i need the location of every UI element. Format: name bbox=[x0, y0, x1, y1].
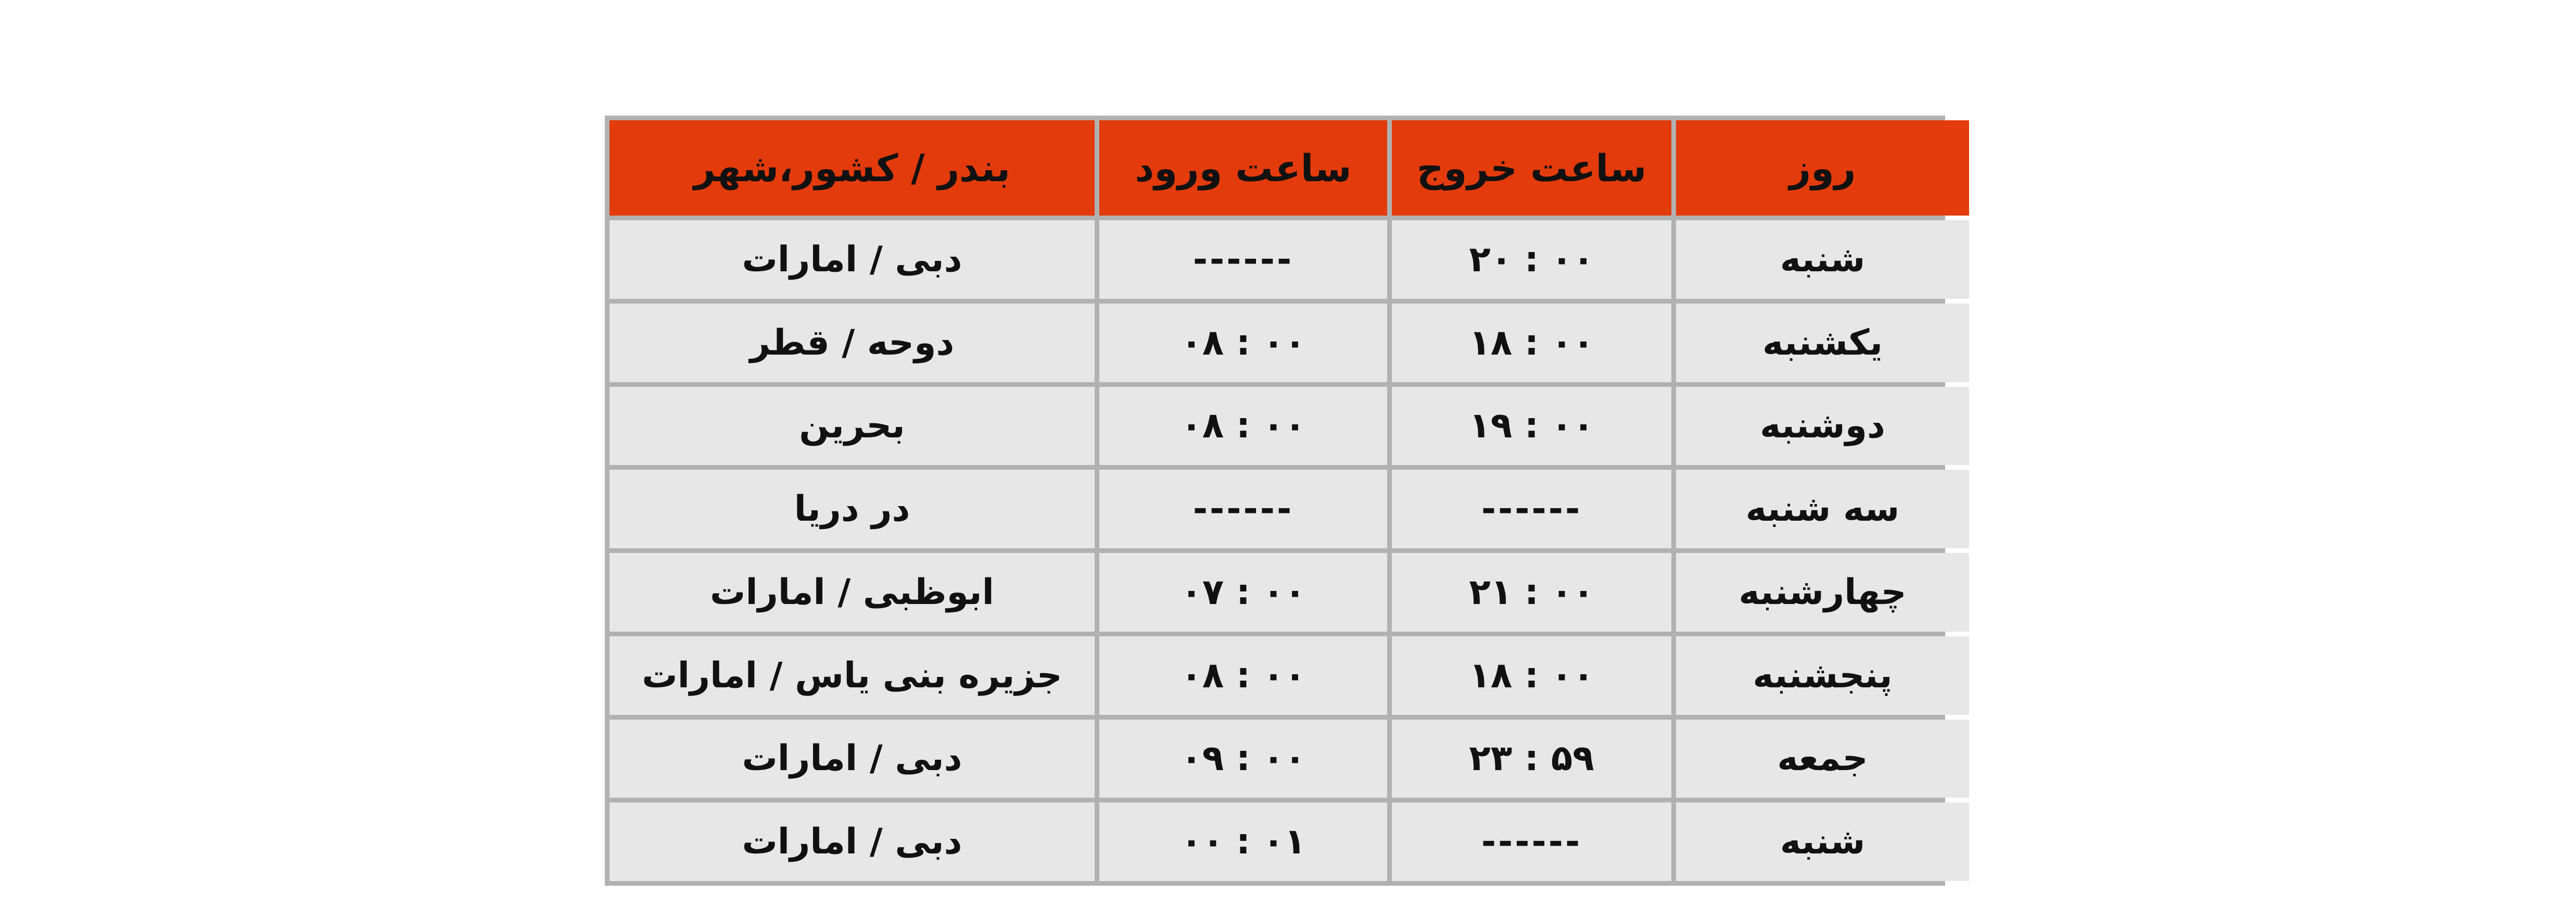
row-6-departure: ۱۸ : ۰۰ bbox=[1392, 636, 1671, 715]
row-8-departure: ------ bbox=[1392, 802, 1671, 881]
row-2-port: دوحه / قطر bbox=[610, 304, 1095, 382]
row-3-departure: ۱۹ : ۰۰ bbox=[1392, 387, 1671, 466]
row-7-day: جمعه bbox=[1676, 720, 1969, 798]
row-6-arrival: ۰۸ : ۰۰ bbox=[1099, 636, 1387, 715]
row-3-port: بحرین bbox=[610, 387, 1095, 466]
row-5-port: ابوظبی / امارات bbox=[610, 553, 1095, 632]
row-1-port: دبی / امارات bbox=[610, 220, 1095, 299]
header-arrival-time: ساعت ورود bbox=[1099, 120, 1387, 216]
row-1-day: شنبه bbox=[1676, 220, 1969, 299]
header-port: بندر / کشور،شهر bbox=[610, 120, 1095, 216]
row-4-port: در دریا bbox=[610, 470, 1095, 548]
row-8-port: دبی / امارات bbox=[610, 802, 1095, 881]
row-3-day: دوشنبه bbox=[1676, 387, 1969, 466]
row-3-arrival: ۰۸ : ۰۰ bbox=[1099, 387, 1387, 466]
row-2-day: یکشنبه bbox=[1676, 304, 1969, 382]
row-6-day: پنجشنبه bbox=[1676, 636, 1969, 715]
row-1-arrival: ------ bbox=[1099, 220, 1387, 299]
row-5-departure: ۲۱ : ۰۰ bbox=[1392, 553, 1671, 632]
cruise-schedule-table bbox=[605, 116, 1945, 886]
row-6-port: جزیره بنی یاس / امارات bbox=[610, 636, 1095, 715]
row-8-arrival: ۰۰ : ۰۱ bbox=[1099, 802, 1387, 881]
row-2-arrival: ۰۸ : ۰۰ bbox=[1099, 304, 1387, 382]
row-5-arrival: ۰۷ : ۰۰ bbox=[1099, 553, 1387, 632]
row-8-day: شنبه bbox=[1676, 802, 1969, 881]
row-4-departure: ------ bbox=[1392, 470, 1671, 548]
row-7-port: دبی / امارات bbox=[610, 720, 1095, 798]
row-1-departure: ۲۰ : ۰۰ bbox=[1392, 220, 1671, 299]
header-departure-time: ساعت خروج bbox=[1392, 120, 1671, 216]
row-7-departure: ۲۳ : ۵۹ bbox=[1392, 720, 1671, 798]
row-5-day: چهارشنبه bbox=[1676, 553, 1969, 632]
header-day: روز bbox=[1676, 120, 1969, 216]
row-7-arrival: ۰۹ : ۰۰ bbox=[1099, 720, 1387, 798]
row-2-departure: ۱۸ : ۰۰ bbox=[1392, 304, 1671, 382]
row-4-day: سه شنبه bbox=[1676, 470, 1969, 548]
row-4-arrival: ------ bbox=[1099, 470, 1387, 548]
